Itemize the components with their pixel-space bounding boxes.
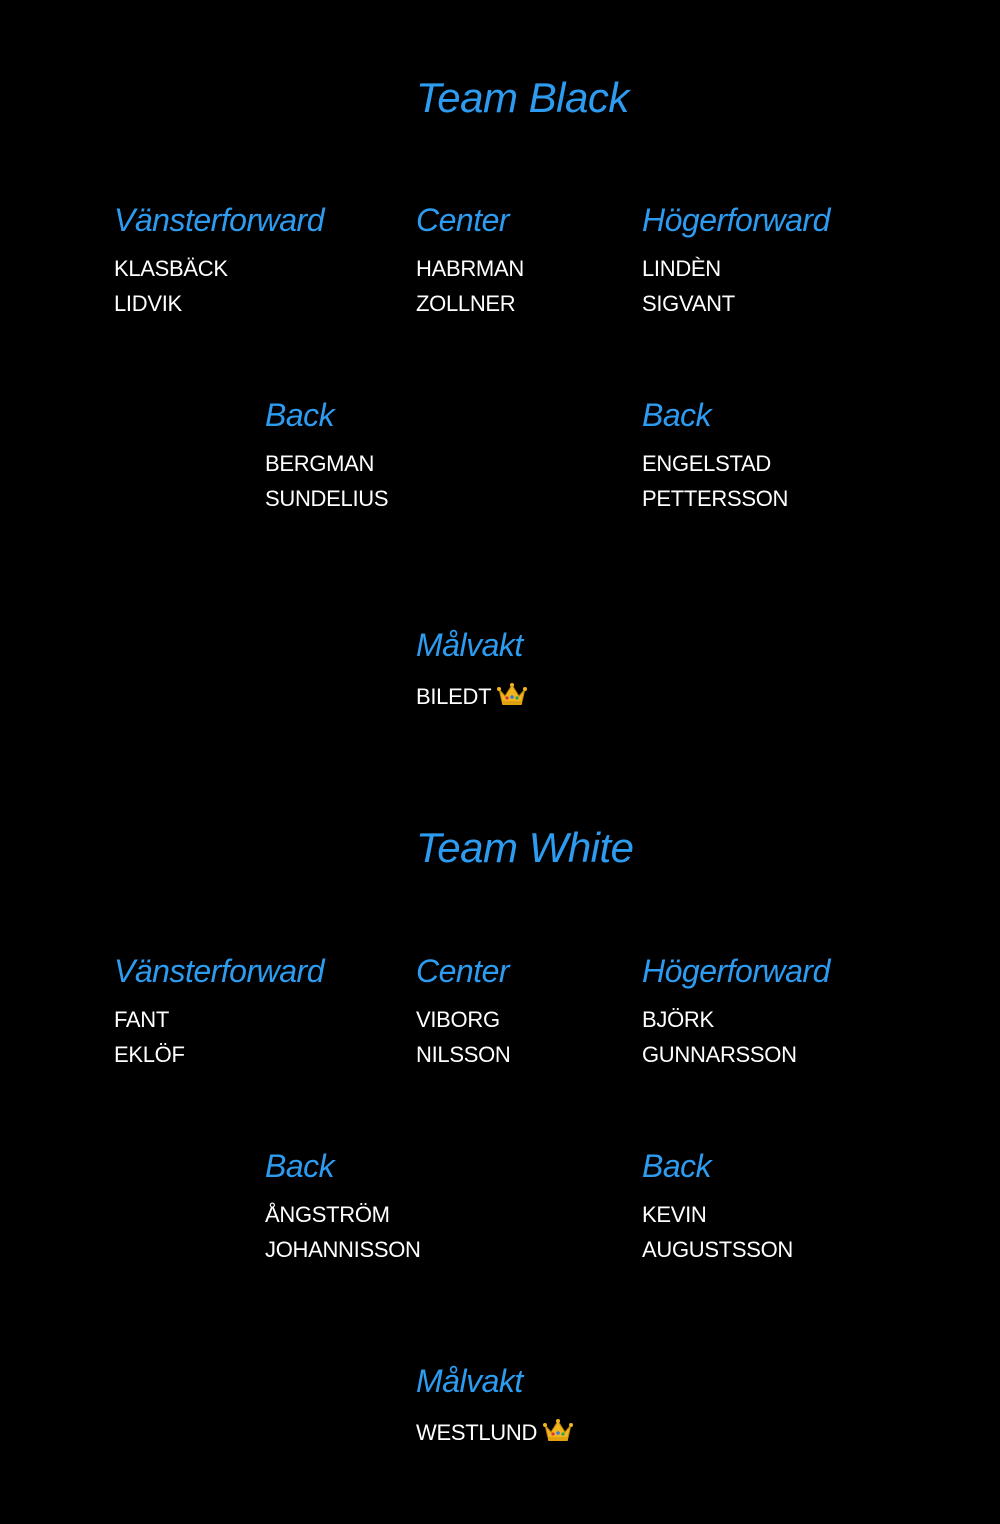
player-list (642, 251, 830, 321)
crown-icon (543, 1417, 573, 1452)
player-name: JOHANNISSON (265, 1237, 421, 1262)
player-name: ZOLLNER (416, 291, 516, 316)
back-right-column (642, 1150, 793, 1267)
player-name: HABRMAN (416, 256, 524, 281)
player-list (265, 1197, 421, 1267)
team-title: Team White (416, 824, 634, 871)
position-heading: Högerforward (642, 202, 830, 238)
player-name: SUNDELIUS (265, 486, 389, 511)
player-name: AUGUSTSSON (642, 1237, 794, 1262)
player-name: ÅNGSTRÖM (265, 1202, 390, 1227)
goalie-column (416, 1365, 573, 1452)
position-heading: Back (642, 397, 712, 433)
goalie-entry (416, 1415, 573, 1452)
player-name: KLASBÄCK (114, 256, 228, 281)
back-left-column (265, 399, 388, 516)
player-list (114, 251, 324, 321)
player-name: GUNNARSSON (642, 1042, 797, 1067)
player-name: ENGELSTAD (642, 451, 771, 476)
player-list (642, 446, 788, 516)
left-forward-column (114, 204, 324, 321)
player-name: BJÖRK (642, 1007, 714, 1032)
right-forward-column (642, 204, 830, 321)
back-right-column (642, 399, 788, 516)
player-name: SIGVANT (642, 291, 735, 316)
player-name: BERGMAN (265, 451, 375, 476)
player-list (416, 679, 527, 716)
player-list (416, 1415, 573, 1452)
player-list (265, 446, 388, 516)
player-list (416, 1002, 510, 1072)
player-name: VIBORG (416, 1007, 500, 1032)
position-heading: Back (265, 1148, 335, 1184)
position-heading: Back (642, 1148, 712, 1184)
player-name: EKLÖF (114, 1042, 185, 1067)
center-column (416, 204, 524, 321)
left-forward-column (114, 955, 324, 1072)
position-heading: Målvakt (416, 1363, 523, 1399)
player-list (642, 1197, 793, 1267)
position-heading: Högerforward (642, 953, 830, 989)
player-name: LINDÈN (642, 256, 721, 281)
right-forward-column (642, 955, 830, 1072)
back-left-column (265, 1150, 421, 1267)
crown-icon (497, 681, 527, 716)
position-heading: Center (416, 202, 510, 238)
player-list (114, 1002, 324, 1072)
team-title: Team Black (416, 74, 629, 121)
player-name: WESTLUND (416, 1420, 538, 1445)
player-list (416, 251, 524, 321)
position-heading: Vänsterforward (114, 953, 324, 989)
player-name: FANT (114, 1007, 170, 1032)
player-name: NILSSON (416, 1042, 511, 1067)
position-heading: Center (416, 953, 510, 989)
player-name: KEVIN (642, 1202, 707, 1227)
position-heading: Vänsterforward (114, 202, 324, 238)
position-heading: Målvakt (416, 627, 523, 663)
goalie-column (416, 629, 527, 716)
goalie-entry (416, 679, 527, 716)
position-heading: Back (265, 397, 335, 433)
player-name: BILEDT (416, 684, 492, 709)
player-name: LIDVIK (114, 291, 182, 316)
center-column (416, 955, 510, 1072)
player-name: PETTERSSON (642, 486, 789, 511)
player-list (642, 1002, 830, 1072)
